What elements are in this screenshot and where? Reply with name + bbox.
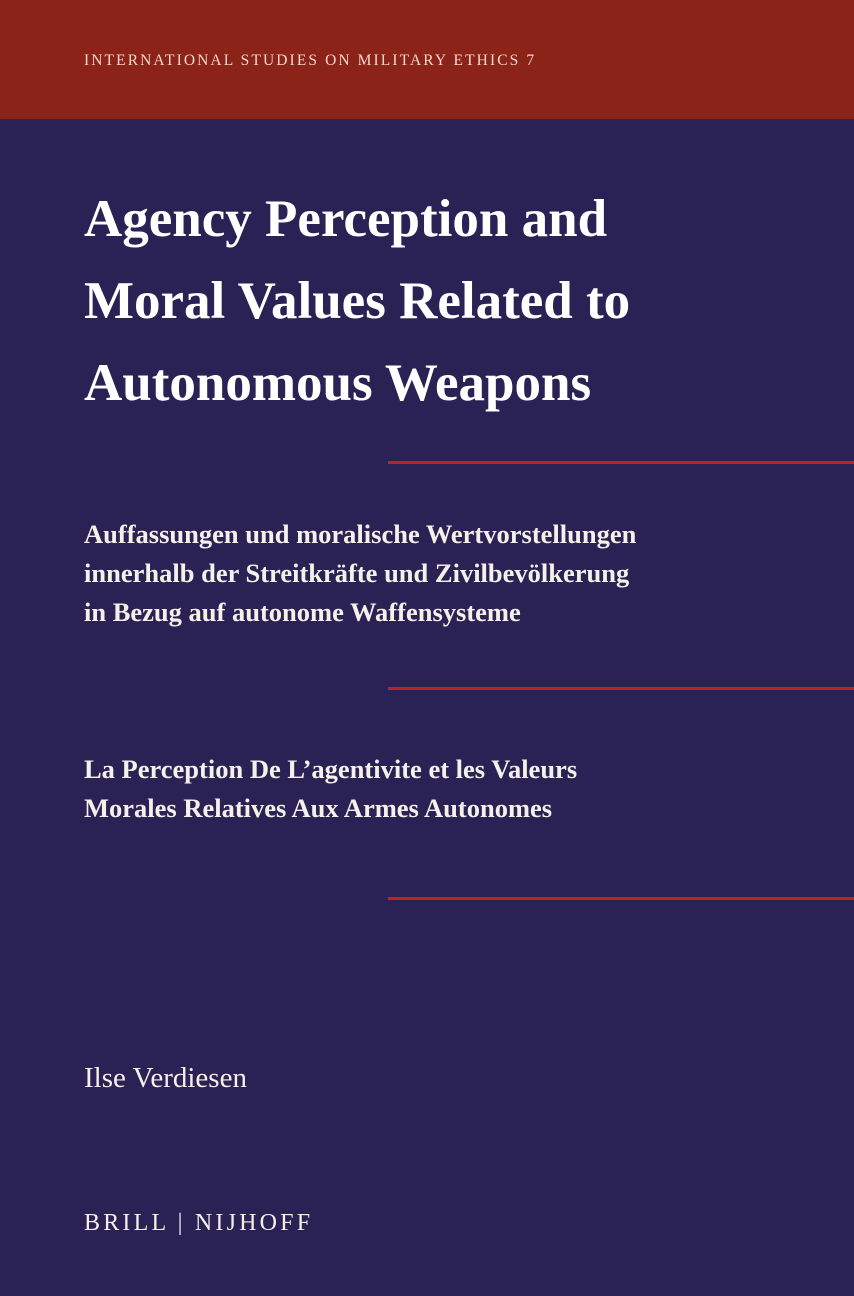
book-title <box>84 178 804 424</box>
german-subtitle-line: innerhalb der Streitkräfte und Zivilbevölkerung <box>84 558 630 588</box>
publisher-name: BRILL | NIJHOFF <box>84 1210 314 1236</box>
author-name: Ilse Verdiesen <box>84 1062 247 1094</box>
divider-rule <box>388 461 854 464</box>
series-band <box>0 0 854 119</box>
french-subtitle-line: La Perception De L’agentivite et les Valeurs <box>84 754 578 784</box>
divider-rule <box>388 687 854 690</box>
divider-rule <box>388 897 854 900</box>
book-title-line: Agency Perception and <box>84 190 608 248</box>
german-subtitle-line: in Bezug auf autonome Waffensysteme <box>84 597 521 627</box>
book-title-line: Autonomous Weapons <box>84 354 592 412</box>
french-subtitle <box>84 750 804 828</box>
french-subtitle-line: Morales Relatives Aux Armes Autonomes <box>84 793 553 823</box>
german-subtitle-line: Auffassungen und moralische Wertvorstellungen <box>84 519 637 549</box>
series-title: INTERNATIONAL STUDIES ON MILITARY ETHICS 7 <box>84 52 537 69</box>
book-title-line: Moral Values Related to <box>84 272 631 330</box>
german-subtitle <box>84 515 804 632</box>
